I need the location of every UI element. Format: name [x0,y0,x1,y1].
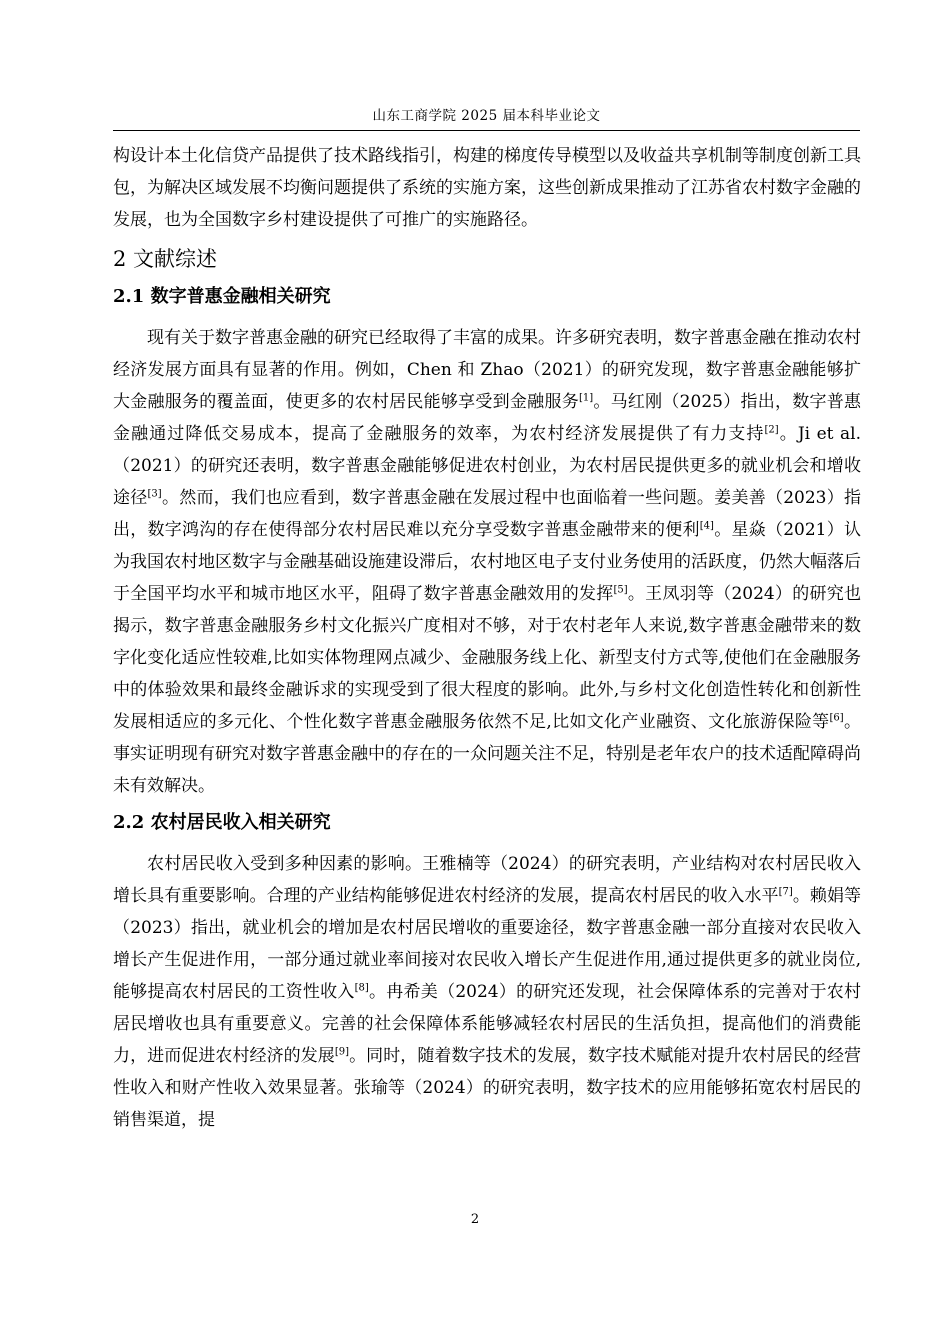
text-segment: 。同时，随着数字技术的发展，数字技术赋能对提升农村居民的经营性收入和财产性收入效果显著。张瑜等（2024）的研究表明，数字技术的应用能够拓宽农村居民的销售渠道，提 [113,1046,862,1130]
text-segment: 农村居民收入受到多种因素的影响。王雅楠等（2024）的研究表明，产业结构对农村居民收入增长具有重要影响。合理的产业结构能够促进农村经济的发展，提高农村居民的收入水平 [113,854,861,906]
citation-ref: [6] [829,712,844,724]
intro-paragraph: 构设计本土化信贷产品提供了技术路线指引，构建的梯度传导模型以及收益共享机制等制度创新工具包，为解决区域发展不均衡问题提供了系统的实施方案，这些创新成果推动了江苏省农村数字金融的发展，也为全国数字乡村建设提供了可推广的实施路径。 [113,146,861,230]
text-segment: 。星焱（2021）认为我国农村地区数字与金融基础设施建设滞后，农村地区电子支付业务使用的活跃度，仍然大幅落后于全国平均水平和城市地区水平，阻碍了数字普惠金融效用的发挥 [113,520,862,604]
page-body [113,140,861,1136]
citation-ref: [5] [613,584,628,596]
text-segment: 。马红刚（2025）指出，数字普惠金融通过降低交易成本，提高了金融服务的效率，为农村经济发展提供了有力支持 [113,392,862,444]
section-heading-2-2: 2.2 农村居民收入相关研究 [113,812,331,833]
text-segment: 现有关于数字普惠金融的研究已经取得了丰富的成果。许多研究表明，数字普惠金融在推动农村经济发展方面具有显著的作用。例如，Chen 和 Zhao（2021）的研究发现，数字普惠金融能够扩大金融服务的覆盖面，使更多的农村居民能够享受到金融服务 [113,328,861,412]
citation-ref: [2] [764,424,779,436]
citation-ref: [1] [578,392,594,404]
text-segment: 。赖娟等（2023）指出，就业机会的增加是农村居民增收的重要途径，数字普惠金融一部分直接对农民收入增长产生促进作用，一部分通过就业率间接对农民收入增长产生促进作用,通过提供更多的就业岗位,能够提高农村居民的工资性收入 [113,886,862,1002]
text-segment: 。然而，我们也应看到，数字普惠金融在发展过程中也面临着一些问题。姜美善（2023）指出，数字鸿沟的存在使得部分农村居民难以充分享受数字普惠金融带来的便利 [113,488,861,540]
section-heading-2-1: 2.1 数字普惠金融相关研究 [113,286,331,307]
citation-ref: [4] [699,520,714,532]
paragraph-2-1 [113,322,861,802]
text-segment: 。事实证明现有研究对数字普惠金融中的存在的一众问题关注不足，特别是老年农户的技术适配障碍尚未有效解决。 [113,712,862,796]
citation-ref: [9] [334,1046,350,1058]
citation-ref: [3] [147,488,162,500]
page-number: 2 [470,1212,480,1227]
section-heading-2: 2 文献综述 [113,247,218,271]
text-segment: 。冉希美（2024）的研究还发现，社会保障体系的完善对于农村居民增收也具有重要意义。完善的社会保障体系能够减轻农村居民的生活负担，提高他们的消费能力，进而促进农村经济的发展 [113,982,861,1066]
citation-ref: [8] [354,982,369,994]
page-header: 山东工商学院 2025 届本科毕业论文 [113,104,860,131]
text-segment: 。王凤羽等（2024）的研究也揭示，数字普惠金融服务乡村文化振兴广度相对不够，对于农村老年人来说,数字普惠金融带来的数字化变化适应性较难,比如实体物理网点减少、金融服务线上化、新型支付方式等,使他们在金融服务中的体验效果和最终金融诉求的实现受到了很大程度的影响。此外,与乡村文化创造性转化和创新性发展相适应的多元化、个性化数字普惠金融服务依然不足,比如文化产业融资、文化旅游保险等 [113,584,862,732]
citation-ref: [7] [778,886,793,898]
paragraph-2-2 [113,848,861,1136]
text-segment: 。Ji et al.（2021）的研究还表明，数字普惠金融能够促进农村创业，为农村居民提供更多的就业机会和增收途径 [113,424,861,508]
